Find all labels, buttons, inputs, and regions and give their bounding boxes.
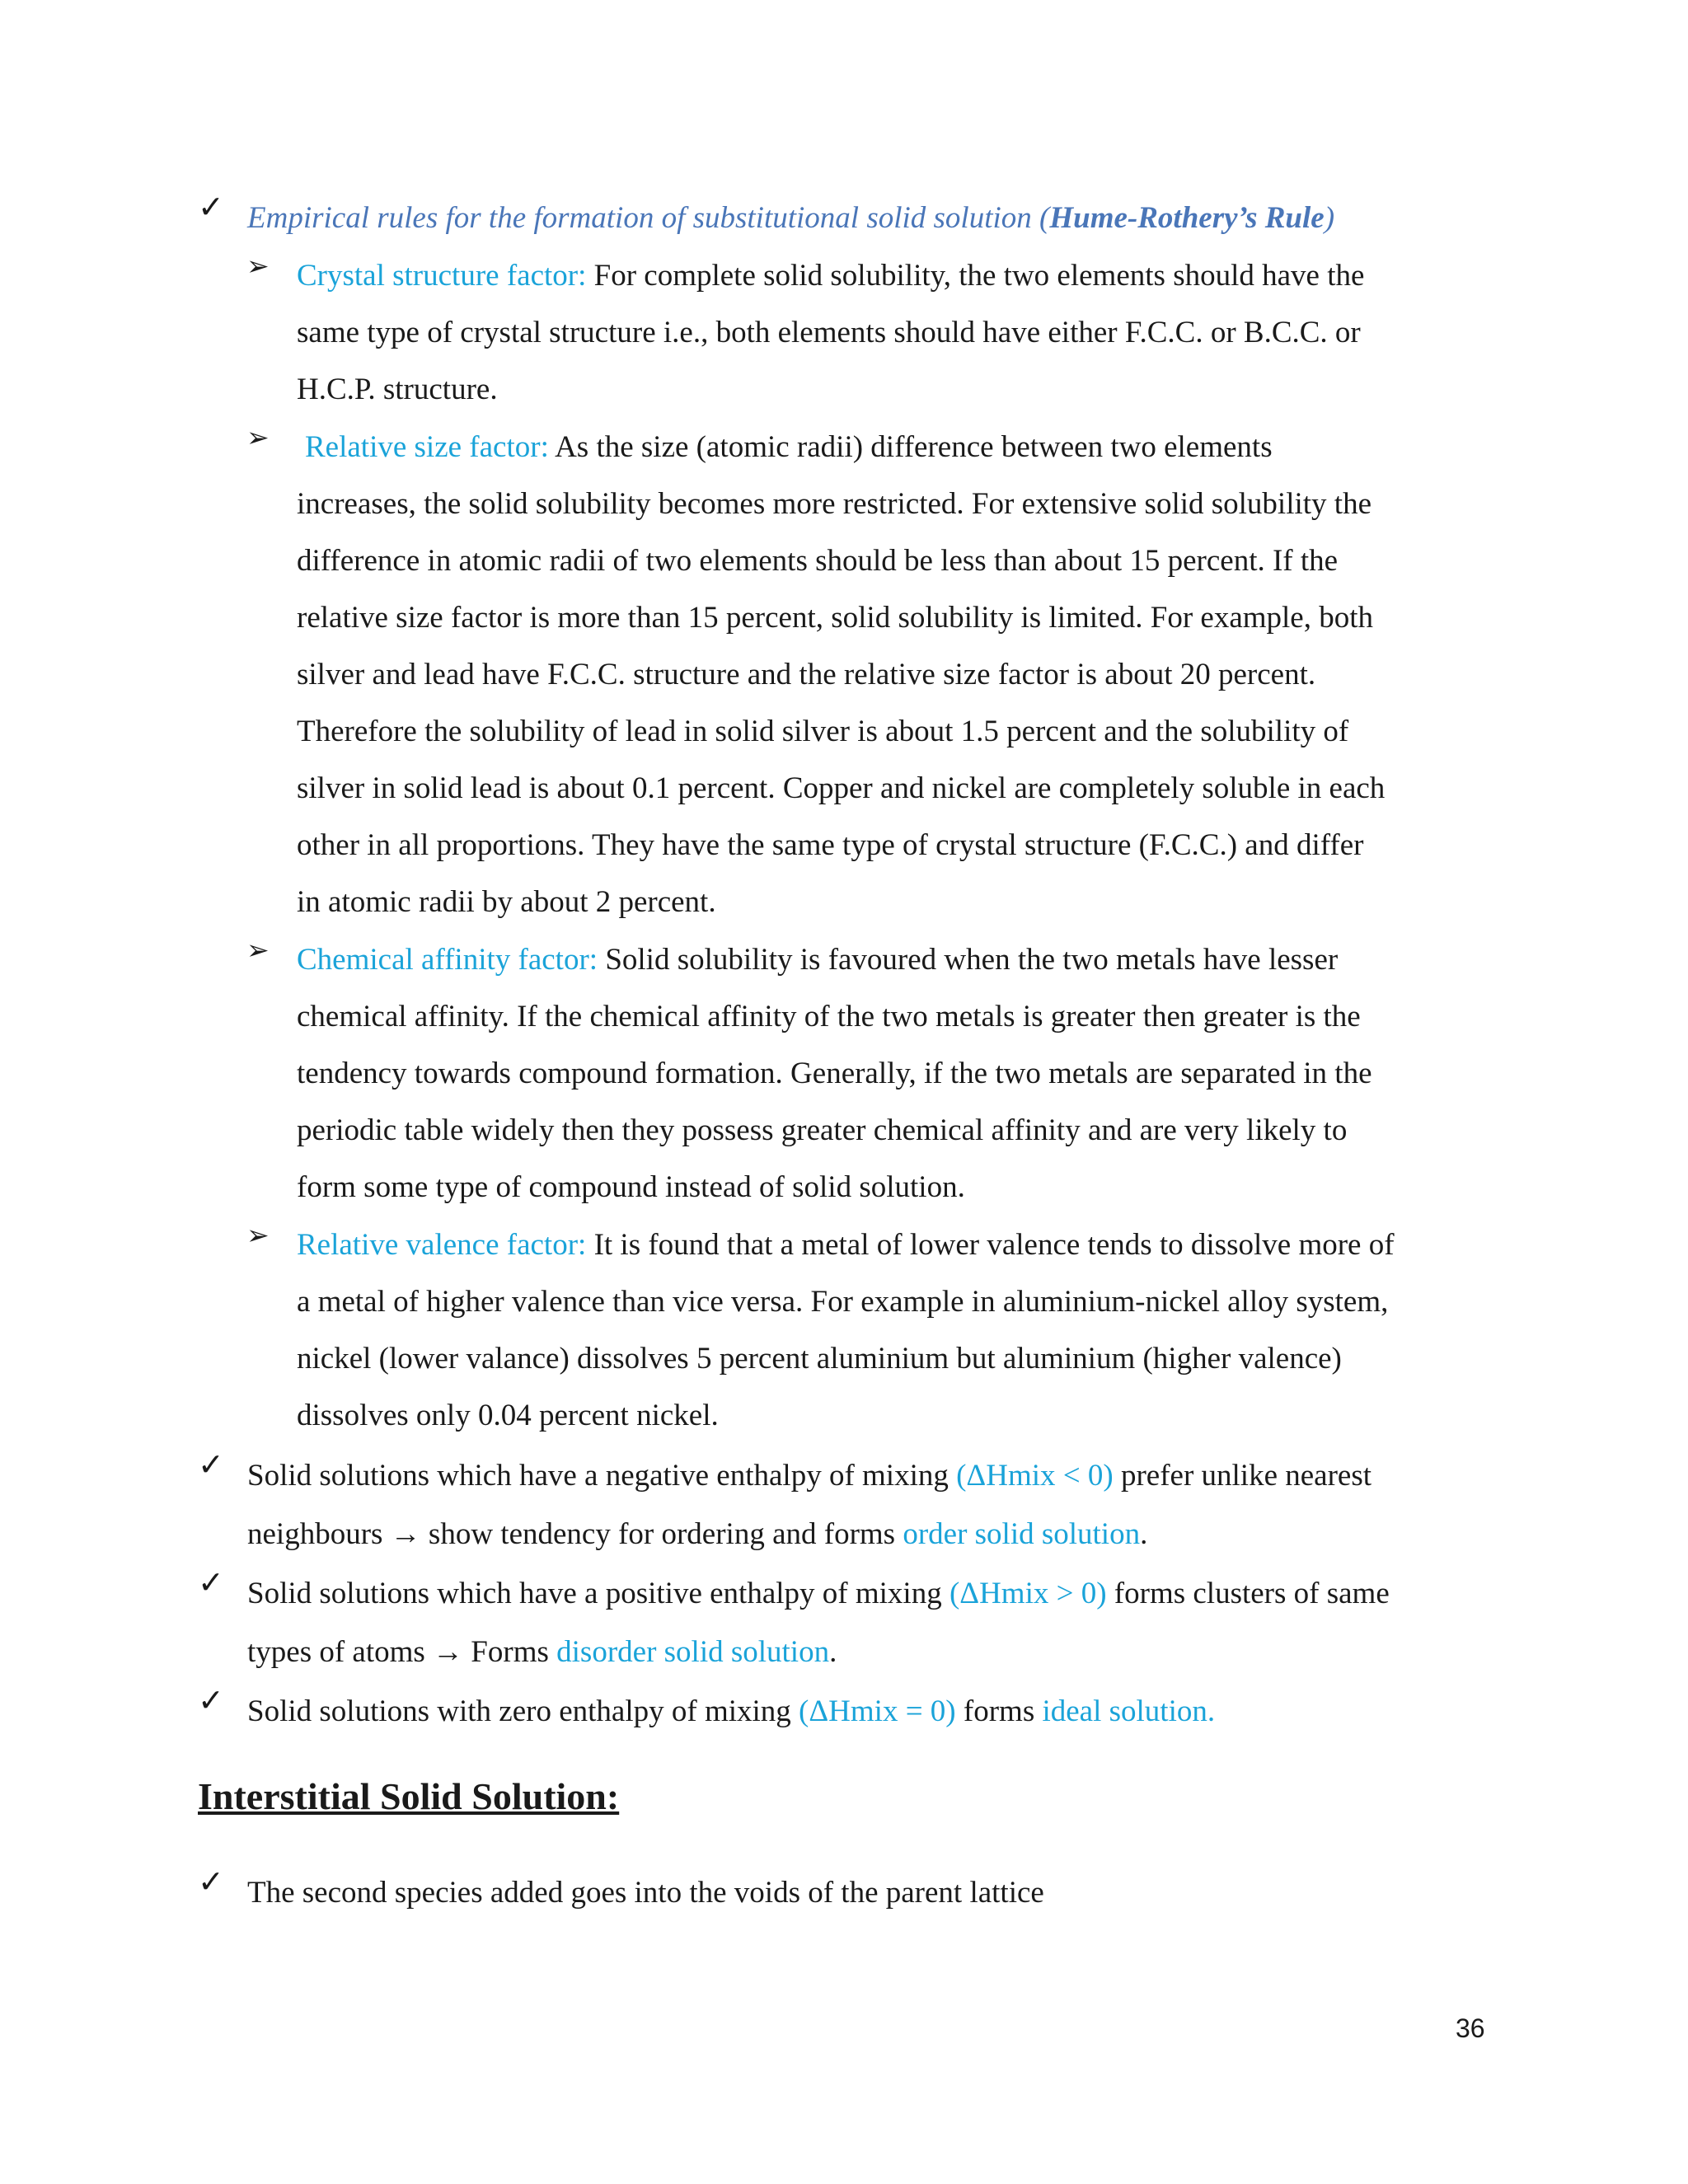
section-heading: Interstitial Solid Solution: <box>198 1775 620 1817</box>
enthalpy-condition: (ΔHmix < 0) <box>956 1459 1114 1493</box>
rule-label: Relative size factor: <box>305 430 549 464</box>
rule-affinity-line-5: form some type of compound instead of solid solution. <box>297 1170 965 1204</box>
rule-affinity-line-2: chemical affinity. If the chemical affinity of the two metals is greater then greater is the <box>297 1000 1361 1033</box>
page-number: 36 <box>1456 2013 1485 2043</box>
check-icon: ✓ <box>198 1564 224 1601</box>
rule-affinity-line-3: tendency towards compound formation. Generally, if the two metals are separated in the <box>297 1057 1372 1090</box>
rule-valence-line-3: nickel (lower valance) dissolves 5 percent aluminium but aluminium (higher valence) <box>297 1342 1342 1376</box>
rule-label: Relative valence factor: <box>297 1228 587 1262</box>
check-icon: ✓ <box>198 1863 224 1900</box>
rule-crystal-line-3: H.C.P. structure. <box>297 373 498 406</box>
rule-valence-line-1: Relative valence factor: It is found that a metal of lower valence tends to dissolve more of <box>297 1228 1395 1262</box>
arrow-bullet-icon: ➢ <box>246 250 270 282</box>
enthalpy-condition: (ΔHmix > 0) <box>949 1577 1107 1610</box>
check-icon: ✓ <box>198 1682 224 1718</box>
rule-valence-line-2: a metal of higher valence than vice versa. For example in aluminium-nickel alloy system, <box>297 1285 1389 1319</box>
rule-size-line-2: increases, the solid solubility becomes more restricted. For extensive solid solubility the <box>297 487 1372 521</box>
rule-valence-line-4: dissolves only 0.04 percent nickel. <box>297 1399 719 1432</box>
solution-term: disorder solid solution <box>556 1635 830 1669</box>
enthalpy-zero-line: Solid solutions with zero enthalpy of mixing (ΔHmix = 0) forms ideal solution. <box>247 1694 1216 1728</box>
enthalpy-negative-line-1: Solid solutions which have a negative enthalpy of mixing (ΔHmix < 0) prefer unlike nearest <box>247 1459 1372 1493</box>
solution-term: order solid solution <box>903 1517 1141 1551</box>
check-icon: ✓ <box>198 189 224 225</box>
arrow-bullet-icon: ➢ <box>246 421 270 453</box>
rule-affinity-line-4: periodic table widely then they possess greater chemical affinity and are very likely to <box>297 1113 1348 1147</box>
rule-label: Chemical affinity factor: <box>297 943 598 977</box>
hume-rothery-intro: Empirical rules for the formation of substitutional solid solution (Hume-Rothery’s Rule) <box>247 201 1335 235</box>
solution-term: ideal solution. <box>1042 1694 1216 1728</box>
rule-size-line-7: silver in solid lead is about 0.1 percent. Copper and nickel are completely soluble in each <box>297 771 1386 805</box>
rule-size-line-4: relative size factor is more than 15 percent, solid solubility is limited. For example, both <box>297 601 1374 635</box>
rule-size-line-1: Relative size factor: As the size (atomic radii) difference between two elements <box>305 430 1273 464</box>
rule-size-line-6: Therefore the solubility of lead in solid silver is about 1.5 percent and the solubility of <box>297 715 1349 748</box>
arrow-bullet-icon: ➢ <box>246 934 270 966</box>
enthalpy-condition: (ΔHmix = 0) <box>799 1694 956 1728</box>
arrow-bullet-icon: ➢ <box>246 1219 270 1251</box>
enthalpy-positive-line-2: types of atoms → Forms disorder solid solution. <box>247 1635 837 1669</box>
rule-affinity-line-1: Chemical affinity factor: Solid solubility is favoured when the two metals have lesser <box>297 943 1339 977</box>
enthalpy-negative-line-2: neighbours → show tendency for ordering and forms order solid solution. <box>247 1517 1148 1551</box>
hume-rothery-rule-emphasis: Hume-Rothery’s Rule <box>1049 201 1325 235</box>
rule-size-line-8: other in all proportions. They have the same type of crystal structure (F.C.C.) and differ <box>297 828 1364 862</box>
rule-label: Crystal structure factor: <box>297 259 587 293</box>
rule-size-line-9: in atomic radii by about 2 percent. <box>297 885 716 919</box>
rule-size-line-3: difference in atomic radii of two elements should be less than about 15 percent. If the <box>297 544 1339 578</box>
rule-crystal-line-2: same type of crystal structure i.e., both elements should have either F.C.C. or B.C.C. or <box>297 316 1361 349</box>
interstitial-point: The second species added goes into the voids of the parent lattice <box>247 1876 1044 1910</box>
enthalpy-positive-line-1: Solid solutions which have a positive enthalpy of mixing (ΔHmix > 0) forms clusters of same <box>247 1577 1390 1610</box>
check-icon: ✓ <box>198 1446 224 1483</box>
rule-size-line-5: silver and lead have F.C.C. structure and the relative size factor is about 20 percent. <box>297 658 1316 691</box>
rule-crystal-line-1: Crystal structure factor: For complete solid solubility, the two elements should have the <box>297 259 1365 293</box>
